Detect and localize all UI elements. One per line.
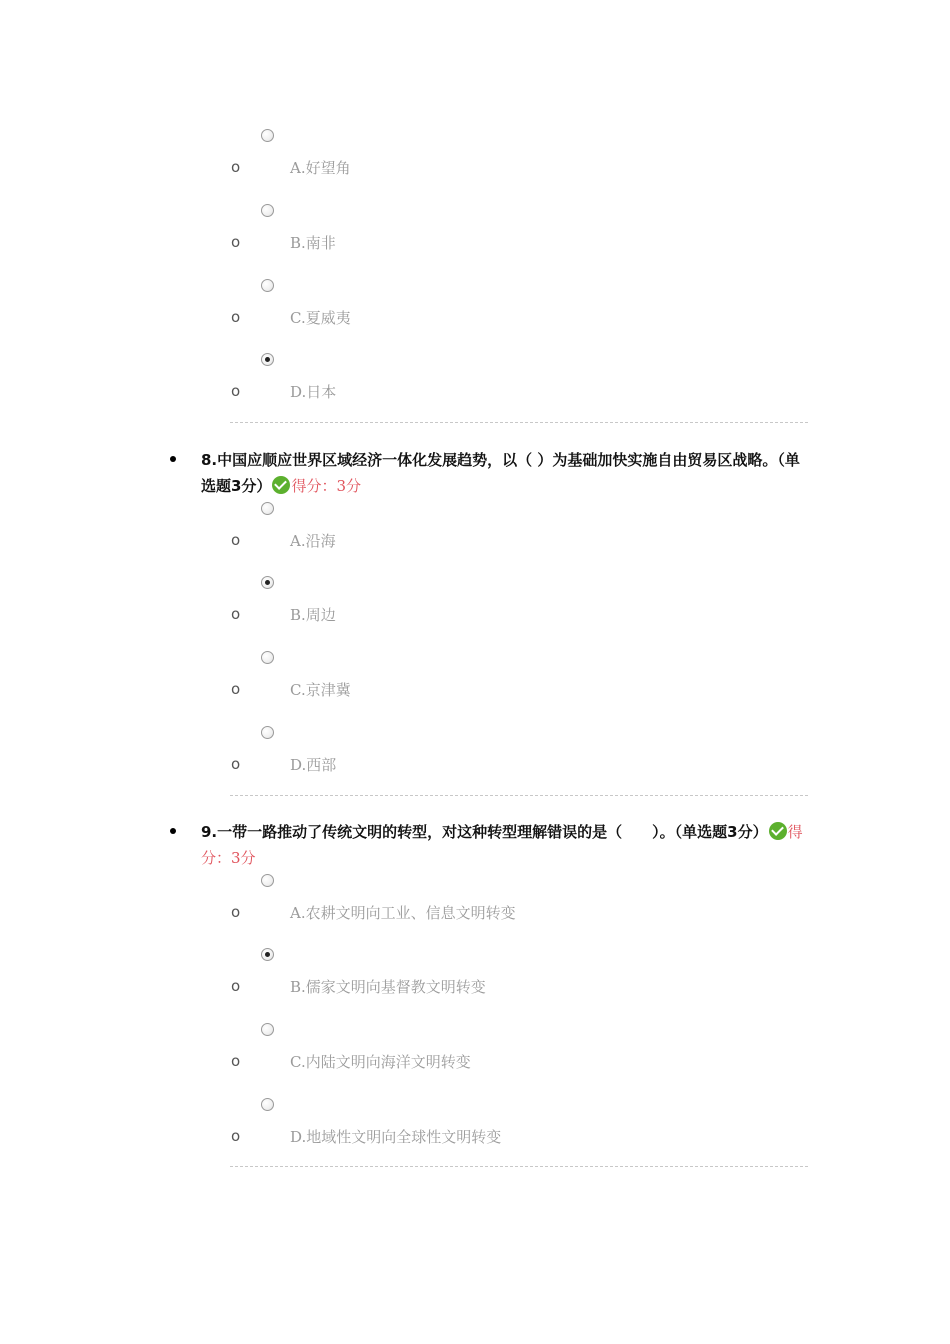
radio-selected-dot — [265, 580, 270, 585]
option-bullet-icon: o — [231, 977, 241, 995]
option-radio-q9-d[interactable] — [261, 1098, 274, 1111]
question-8-text: 8.中国应顺应世界区域经济一体化发展趋势，以（ ）为基础加快实施自由贸易区战略。（单选题3分） — [201, 451, 800, 495]
option-bullet-icon: o — [231, 531, 241, 549]
option-label-q7-c: C.夏威夷 — [290, 309, 351, 327]
option-label-q8-c: C.京津冀 — [290, 681, 351, 699]
option-bullet-icon: o — [231, 903, 241, 921]
option-radio-q9-b[interactable] — [261, 948, 274, 961]
option-bullet-icon: o — [231, 755, 241, 773]
option-label-q9-a: A.农耕文明向工业、信息文明转变 — [290, 904, 516, 922]
question-divider — [230, 1166, 808, 1167]
check-circle-icon — [769, 822, 787, 840]
option-bullet-icon: o — [231, 605, 241, 623]
option-radio-q8-d[interactable] — [261, 726, 274, 739]
option-bullet-icon: o — [231, 382, 241, 400]
option-radio-q9-c[interactable] — [261, 1023, 274, 1036]
option-label-q7-d: D.日本 — [290, 383, 337, 401]
question-bullet — [170, 828, 176, 834]
radio-selected-dot — [265, 952, 270, 957]
option-radio-q8-c[interactable] — [261, 651, 274, 664]
option-bullet-icon: o — [231, 158, 241, 176]
question-9-text: 9.一带一路推动了传统文明的转型，对这种转型理解错误的是（ ）。（单选题3分） — [201, 823, 768, 841]
option-label-q7-a: A.好望角 — [290, 159, 351, 177]
option-radio-q7-d[interactable] — [261, 353, 274, 366]
option-radio-q7-b[interactable] — [261, 204, 274, 217]
option-bullet-icon: o — [231, 233, 241, 251]
option-label-q8-a: A.沿海 — [290, 532, 336, 550]
option-radio-q7-a[interactable] — [261, 129, 274, 142]
option-radio-q9-a[interactable] — [261, 874, 274, 887]
question-8 — [201, 447, 811, 499]
option-label-q9-b: B.儒家文明向基督教文明转变 — [290, 978, 486, 996]
question-divider — [230, 422, 808, 423]
question-bullet — [170, 456, 176, 462]
question-divider — [230, 795, 808, 796]
check-circle-icon — [272, 476, 290, 494]
option-bullet-icon: o — [231, 308, 241, 326]
question-9 — [201, 819, 811, 871]
option-label-q7-b: B.南非 — [290, 234, 336, 252]
question-8-score: 得分：3分 — [291, 477, 361, 495]
option-radio-q7-c[interactable] — [261, 279, 274, 292]
option-bullet-icon: o — [231, 1052, 241, 1070]
option-label-q8-d: D.西部 — [290, 756, 337, 774]
question-9-score: 得分：3分 — [201, 823, 803, 867]
option-label-q8-b: B.周边 — [290, 606, 336, 624]
radio-selected-dot — [265, 357, 270, 362]
option-label-q9-c: C.内陆文明向海洋文明转变 — [290, 1053, 471, 1071]
option-radio-q8-b[interactable] — [261, 576, 274, 589]
option-radio-q8-a[interactable] — [261, 502, 274, 515]
option-bullet-icon: o — [231, 680, 241, 698]
option-label-q9-d: D.地域性文明向全球性文明转变 — [290, 1128, 502, 1146]
option-bullet-icon: o — [231, 1127, 241, 1145]
